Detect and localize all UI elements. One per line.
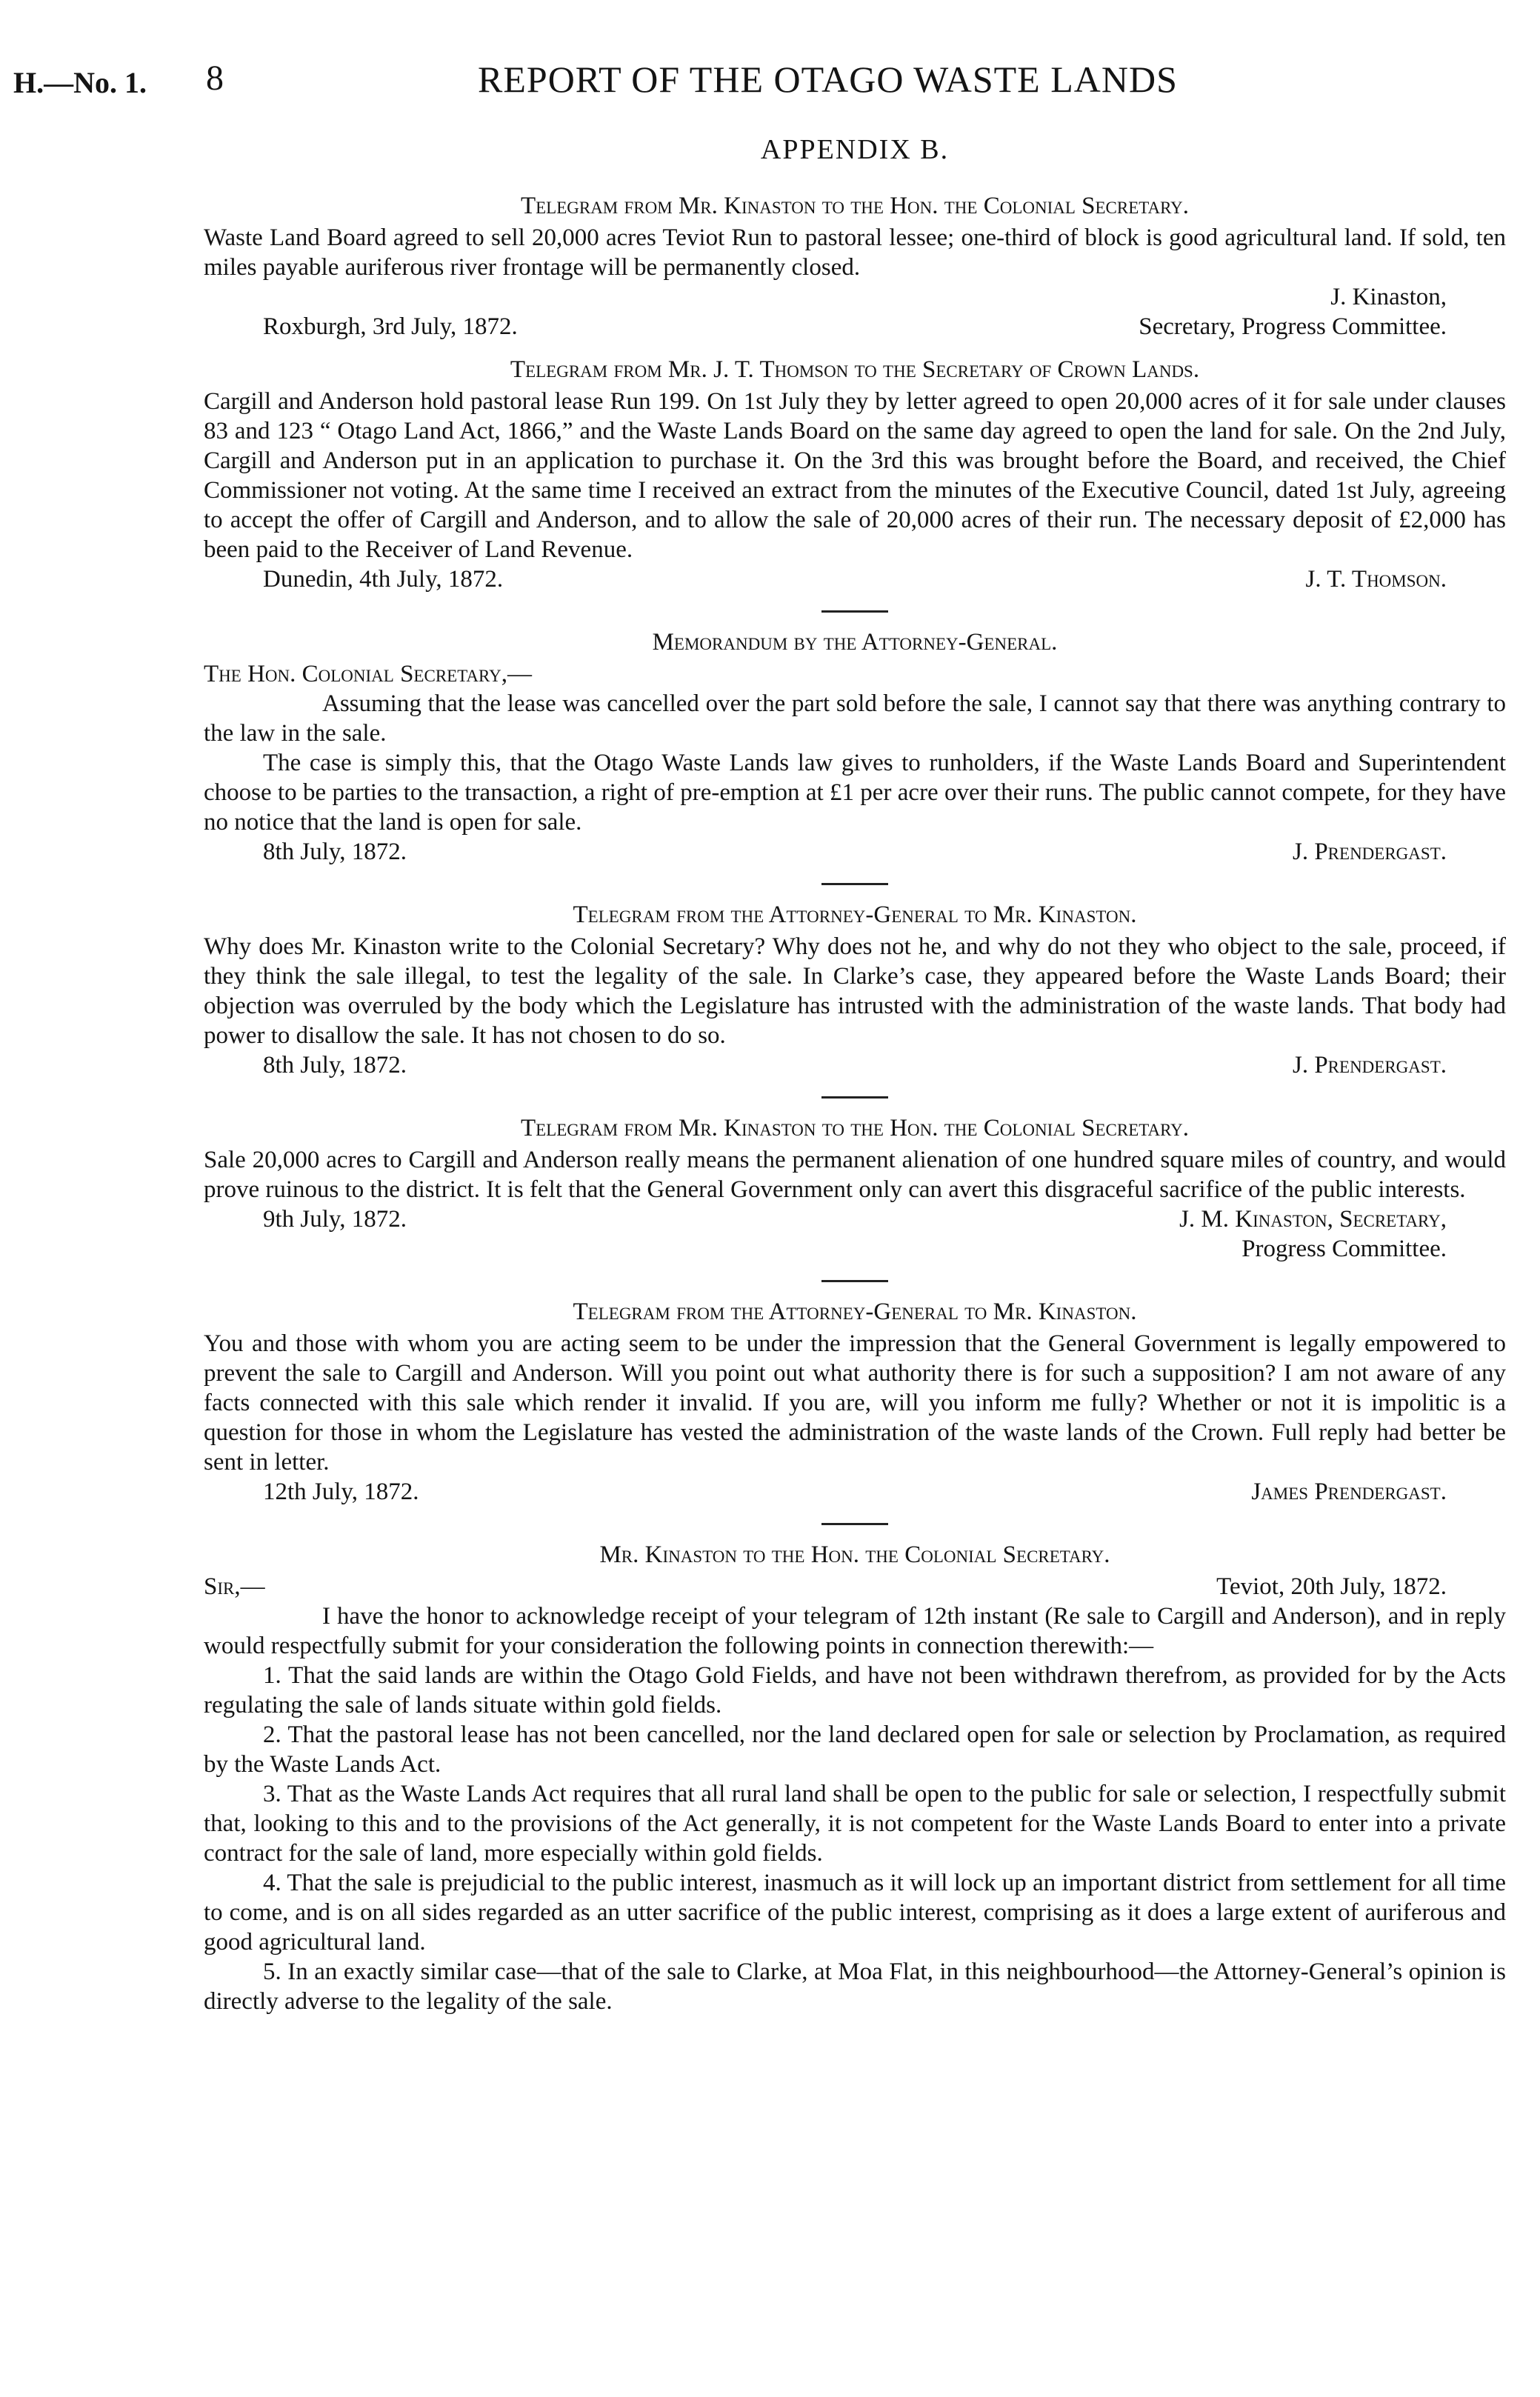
signature-name: J. M. Kinaston, Secretary,: [1179, 1206, 1447, 1233]
paragraph: The case is simply this, that the Otago Waste Lands law gives to runholders, if the Waste Lands Board and Superintendent choose to be parties to the transaction, a right of pre-emption at £1 per acre over their runs. The public cannot compete, for they have no notice that the land is open for sale.: [204, 750, 1506, 836]
place-date: 8th July, 1872.: [263, 1052, 407, 1079]
signature-name: J. Prendergast.: [1292, 839, 1447, 865]
paragraph: Sale 20,000 acres to Cargill and Anderson really means the permanent alienation of one hundred square miles of country, and would prove ruinous to the district. It is felt that the General Government only can avert this disgraceful sacrifice of the public interests.: [204, 1147, 1506, 1203]
memorandum-section: [204, 629, 1506, 867]
place-date: 8th July, 1872.: [263, 839, 407, 865]
salutation: Sir,—: [204, 1573, 265, 1600]
section-divider: [821, 1523, 888, 1525]
signature-name: J. T. Thomson.: [1305, 566, 1447, 593]
telegram-section: [204, 1298, 1506, 1507]
paragraph: Waste Land Board agreed to sell 20,000 acres Teviot Run to pastoral lessee; one-third of block is good agricultural land. If sold, ten miles payable auriferous river frontage will be permanently closed.: [204, 224, 1506, 281]
salutation: The Hon. Colonial Secretary,—: [204, 661, 532, 687]
numbered-point: 5. In an exactly similar case—that of the sale to Clarke, at Moa Flat, in this neighbourhood—the Attorney-General’s opinion is directly adverse to the legality of the sale.: [204, 1958, 1506, 2015]
numbered-point: 2. That the pastoral lease has not been cancelled, nor the land declared open for sale or selection by Proclamation, as required by the Waste Lands Act.: [204, 1721, 1506, 1778]
place-date: Roxburgh, 3rd July, 1872.: [263, 313, 518, 340]
section-heading: Telegram from the Attorney-General to Mr. Kinaston.: [573, 1298, 1137, 1325]
numbered-point: 1. That the said lands are within the Otago Gold Fields, and have not been withdrawn therefrom, as provided for by the Acts regulating the sale of lands situate within gold fields.: [204, 1662, 1506, 1718]
section-heading: Telegram from Mr. J. T. Thomson to the Secretary of Crown Lands.: [510, 356, 1200, 383]
section-divider: [821, 1280, 888, 1282]
telegram-section: [204, 1115, 1506, 1264]
section-divider: [821, 883, 888, 885]
signature-name: James Prendergast.: [1251, 1478, 1447, 1505]
place-date: Dunedin, 4th July, 1872.: [263, 566, 504, 593]
section-heading: Telegram from Mr. Kinaston to the Hon. the Colonial Secretary.: [520, 193, 1190, 219]
signature-name: J. Prendergast.: [1292, 1052, 1447, 1079]
section-heading: Mr. Kinaston to the Hon. the Colonial Secretary.: [599, 1541, 1110, 1568]
paragraph: Cargill and Anderson hold pastoral lease Run 199. On 1st July they by letter agreed to open 20,000 acres of it for sale under clauses 83 and 123 “ Otago Land Act, 1866,” and the Waste Lands Board on the same day agreed to open the land for sale. On the 2nd July, Cargill and Anderson put in an application to purchase it. On the 3rd this was brought before the Board, and received, the Chief Commissioner not voting. At the same time I received an extract from the minutes of the Executive Council, dated 1st July, agreeing to accept the offer of Cargill and Anderson, and to allow the sale of 20,000 acres of their run. The necessary deposit of £2,000 has been paid to the Receiver of Land Revenue.: [204, 388, 1506, 563]
numbered-point: 4. That the sale is prejudicial to the public interest, inasmuch as it will lock up an important district from settlement for all time to come, and is on all sides regarded as an utter sacrifice of the public interest, comprising as it does a large extent of auriferous and good agricultural land.: [204, 1870, 1506, 1956]
place-date: 9th July, 1872.: [263, 1206, 407, 1233]
signature-name: J. Kinaston,: [1330, 284, 1447, 310]
place-date: 12th July, 1872.: [263, 1478, 419, 1505]
report-title: REPORT OF THE OTAGO WASTE LANDS: [478, 59, 1178, 100]
section-heading: Telegram from the Attorney-General to Mr. Kinaston.: [573, 901, 1137, 928]
telegram-section: [204, 193, 1506, 341]
page-header: [0, 58, 1540, 110]
signature-title: Progress Committee.: [1241, 1236, 1447, 1262]
telegram-section: [204, 356, 1506, 594]
paragraph: You and those with whom you are acting seem to be under the impression that the General Government is legally empowered to prevent the sale to Cargill and Anderson. Will you point out what authority there is for such a supposition? I am not aware of any facts connected with this sale which render it invalid. If you are, will you inform me fully? Whether or not it is impolitic is a question for those in whom the Legislature has vested the administration of the waste lands of the Crown. Full reply had better be sent in letter.: [204, 1330, 1506, 1476]
paragraph: Assuming that the lease was cancelled over the part sold before the sale, I cannot say that there was anything contrary to the law in the sale.: [204, 690, 1506, 747]
section-heading: Memorandum by the Attorney-General.: [652, 629, 1058, 656]
paragraph: Why does Mr. Kinaston write to the Colonial Secretary? Why does not he, and why do not they who object to the sale, proceed, if they think the sale illegal, to test the legality of the sale. In Clarke’s case, they appeared before the Waste Lands Board; their objection was overruled by the body which the Legislature has intrusted with the administration of the waste lands. That body had power to disallow the sale. It has not chosen to do so.: [204, 933, 1506, 1049]
signature-title: Secretary, Progress Committee.: [1139, 313, 1447, 340]
letter-date: Teviot, 20th July, 1872.: [1216, 1573, 1447, 1600]
page-number: 8: [206, 59, 224, 98]
page-content: [204, 133, 1506, 2016]
section-heading: Telegram from Mr. Kinaston to the Hon. the Colonial Secretary.: [520, 1115, 1190, 1141]
paragraph: I have the honor to acknowledge receipt of your telegram of 12th instant (Re sale to Cargill and Anderson), and in reply would respectfully submit for your consideration the following points in connection therewith:—: [204, 1603, 1506, 1659]
numbered-point: 3. That as the Waste Lands Act requires that all rural land shall be open to the public for sale or selection, I respectfully submit that, looking to this and to the provisions of the Act generally, it is not competent for the Waste Lands Board to enter into a private contract for the sale of land, more especially within gold fields.: [204, 1781, 1506, 1867]
letter-section: [204, 1541, 1506, 2016]
section-divider: [821, 610, 888, 613]
telegram-section: [204, 901, 1506, 1080]
document-id: H.—No. 1.: [13, 66, 147, 99]
appendix-title: APPENDIX B.: [760, 134, 950, 165]
section-divider: [821, 1096, 888, 1099]
